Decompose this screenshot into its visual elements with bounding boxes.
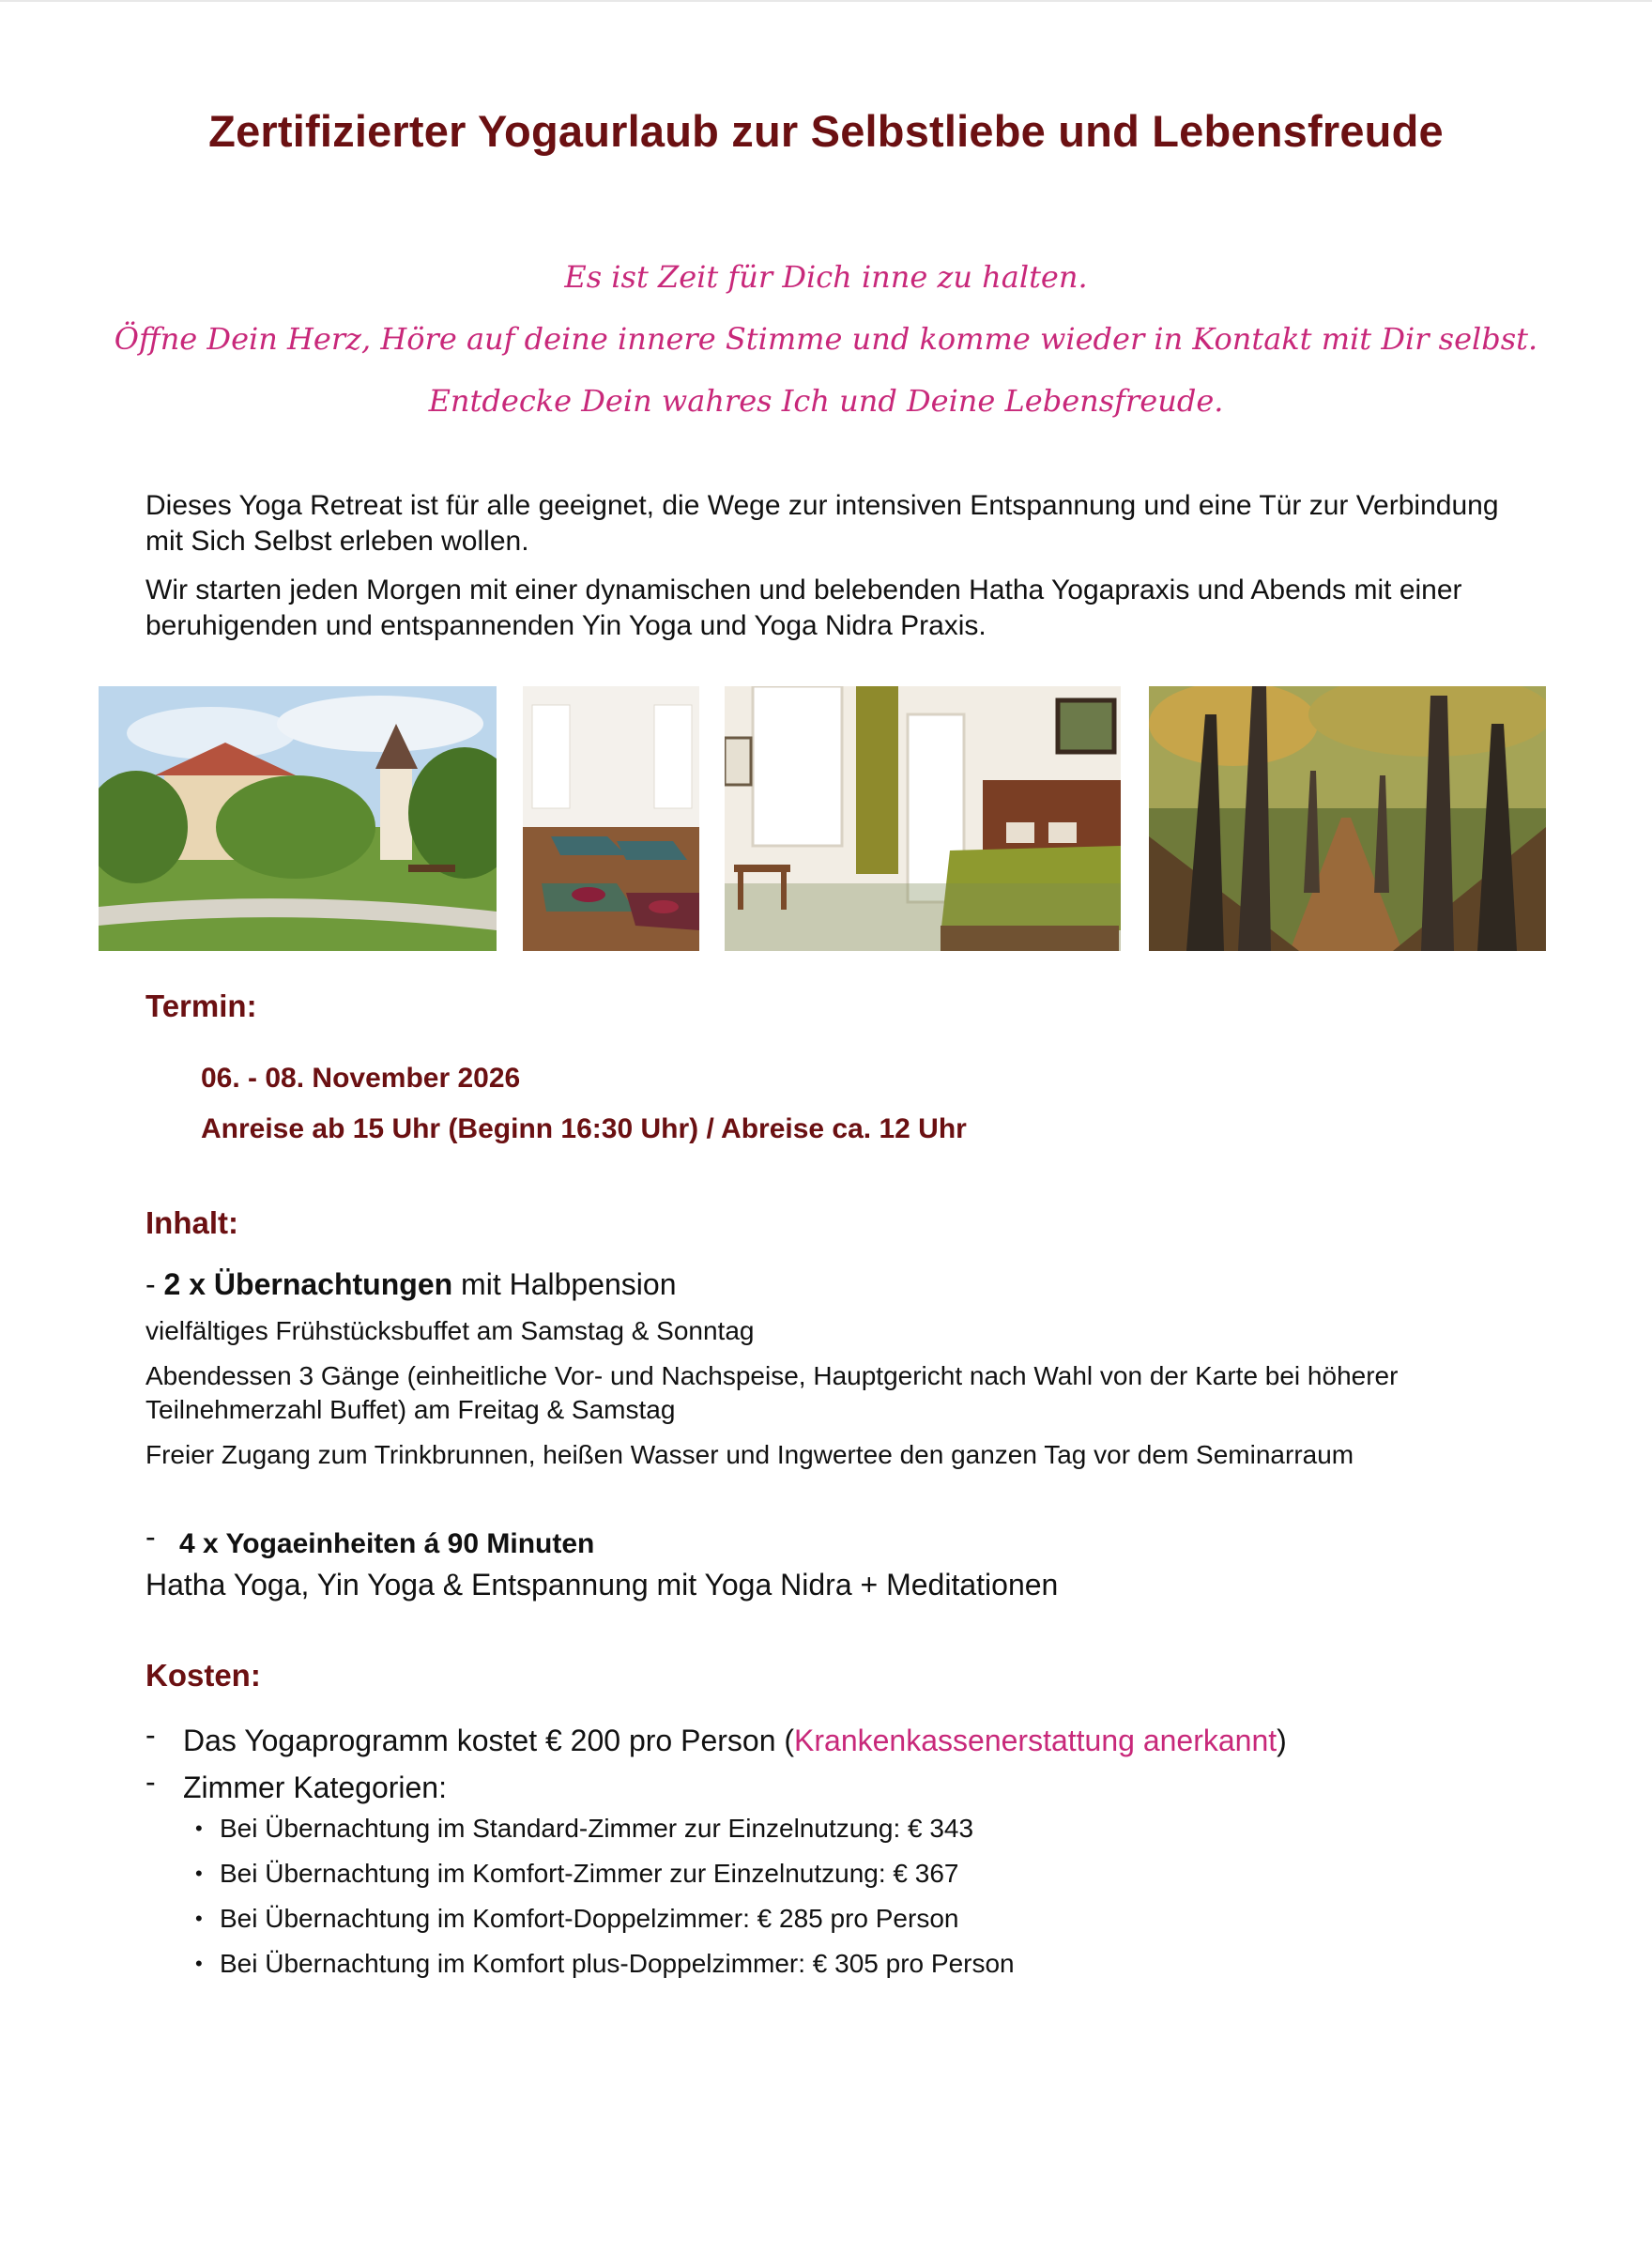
photo-gallery	[0, 686, 1652, 951]
photo-yoga-room	[523, 686, 699, 951]
list-dash: -	[145, 1718, 156, 1752]
intro-paragraph: Dieses Yoga Retreat ist für alle geeignet, die Wege zur intensiven Entspannung und eine Tür zur Verbindung mit Sich Selbst erleben wollen.	[145, 490, 1499, 557]
inhalt-detail: vielfältiges Frühstücksbuffet am Samstag & Sonntag	[145, 1316, 755, 1345]
termin-times: Anreise ab 15 Uhr (Beginn 16:30 Uhr) / Abreise ca. 12 Uhr	[201, 1113, 967, 1144]
insurance-link[interactable]: Krankenkassenerstattung anerkannt	[794, 1724, 1277, 1757]
list-dash: -	[145, 1765, 156, 1799]
list-dash: -	[145, 1520, 156, 1554]
kosten-heading: Kosten:	[145, 1658, 261, 1693]
room-price-list	[195, 1806, 1015, 1986]
room-price-item: • Bei Übernachtung im Komfort-Zimmer zur Einzelnutzung: € 367	[195, 1851, 1015, 1896]
yoga-units-bold: 4 x Yogaeinheiten á 90 Minuten	[179, 1528, 595, 1559]
termin-date: 06. - 08. November 2026	[201, 1063, 521, 1094]
room-categories-label: Zimmer Kategorien:	[183, 1770, 447, 1804]
inhalt-details	[145, 1314, 1516, 1472]
inhalt-heading: Inhalt:	[145, 1205, 238, 1240]
intro-text	[145, 488, 1516, 657]
yoga-units-desc: Hatha Yoga, Yin Yoga & Entspannung mit Yoga Nidra + Meditationen	[145, 1568, 1059, 1602]
quote-line: Öffne Dein Herz, Höre auf deine innere Stimme und komme wieder in Kontakt mit Dir selbst.	[114, 321, 1538, 357]
inhalt-item-yoga	[145, 1518, 594, 1563]
room-price-item: • Bei Übernachtung im Standard-Zimmer zur Einzelnutzung: € 343	[195, 1806, 1015, 1851]
inhalt-detail: Abendessen 3 Gänge (einheitliche Vor- und Nachspeise, Hauptgericht nach Wahl von der Karte bei höherer Teilnehmerzahl Buffet) am Freitag & Samstag	[145, 1361, 1399, 1424]
overnights-bold: 2 x Übernachtungen	[163, 1267, 453, 1301]
program-price-end: )	[1277, 1724, 1287, 1757]
top-border	[0, 0, 1652, 2]
photo-bedroom	[725, 686, 1121, 951]
program-price: Das Yogaprogramm kostet € 200 pro Person (	[183, 1724, 795, 1757]
room-price-item: • Bei Übernachtung im Komfort-Doppelzimmer: € 285 pro Person	[195, 1896, 1015, 1941]
intro-paragraph: Wir starten jeden Morgen mit einer dynamischen und belebenden Hatha Yogapraxis und Abends mit einer beruhigenden und entspannenden Yin Yoga und Yoga Nidra Praxis.	[145, 575, 1462, 641]
inhalt-item-overnights	[145, 1265, 677, 1303]
page-title: Zertifizierter Yogaurlaub zur Selbstliebe und Lebensfreude	[208, 106, 1444, 156]
kosten-line-rooms	[145, 1763, 447, 1806]
room-price-item: • Bei Übernachtung im Komfort plus-Doppelzimmer: € 305 pro Person	[195, 1941, 1015, 1986]
intro-quote	[0, 246, 1652, 432]
termin-heading: Termin:	[145, 989, 257, 1023]
quote-line: Es ist Zeit für Dich inne zu halten.	[564, 259, 1088, 295]
overnights-rest: mit Halbpension	[452, 1267, 677, 1301]
photo-hotel-garden	[99, 686, 497, 951]
photo-forest-path	[1149, 686, 1546, 951]
kosten-line-program	[145, 1716, 1287, 1759]
list-dash: -	[145, 1267, 164, 1301]
inhalt-detail: Freier Zugang zum Trinkbrunnen, heißen Wasser und Ingwertee den ganzen Tag vor dem Seminarraum	[145, 1440, 1354, 1469]
termin-details	[201, 1053, 967, 1155]
quote-line: Entdecke Dein wahres Ich und Deine Lebensfreude.	[428, 383, 1224, 419]
